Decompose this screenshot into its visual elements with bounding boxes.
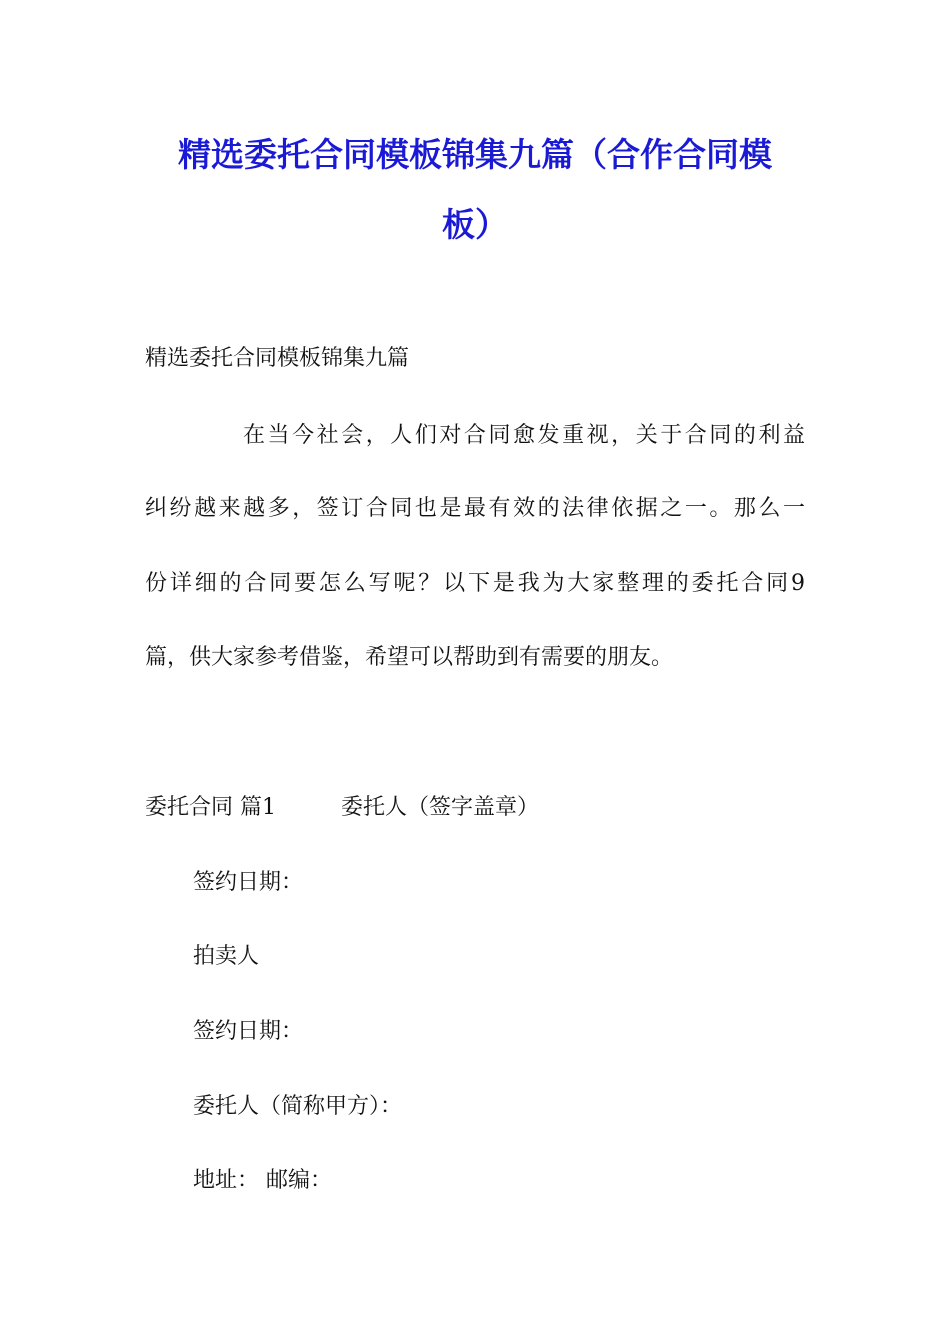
document-title-line-1: 精选委托合同模板锦集九篇（合作合同模 xyxy=(178,135,772,174)
intro-line-3: 份详细的合同要怎么写呢？以下是我为大家整理的委托合同9 xyxy=(145,571,805,596)
list-item-signing-date-1: 签约日期： xyxy=(193,870,304,895)
list-item-signing-date-2: 签约日期： xyxy=(193,1019,304,1044)
intro-line-4: 篇，供大家参考借鉴，希望可以帮助到有需要的朋友。 xyxy=(145,645,674,670)
intro-line-2: 纠纷越来越多，签订合同也是最有效的法律依据之一。那么一 xyxy=(145,496,805,521)
list-item-auctioneer: 拍卖人 xyxy=(193,944,260,969)
document-subtitle: 精选委托合同模板锦集九篇 xyxy=(145,346,410,371)
list-item-address-postcode: 地址： 邮编： xyxy=(193,1168,332,1193)
document-title-line-2: 板） xyxy=(442,205,508,244)
section-heading: 委托合同 篇1 xyxy=(145,795,276,820)
intro-line-1: 在当今社会，人们对合同愈发重视，关于合同的利益 xyxy=(243,423,805,448)
section-party-signature: 委托人（签字盖章） xyxy=(341,795,540,820)
list-item-principal: 委托人（简称甲方）： xyxy=(193,1094,403,1119)
